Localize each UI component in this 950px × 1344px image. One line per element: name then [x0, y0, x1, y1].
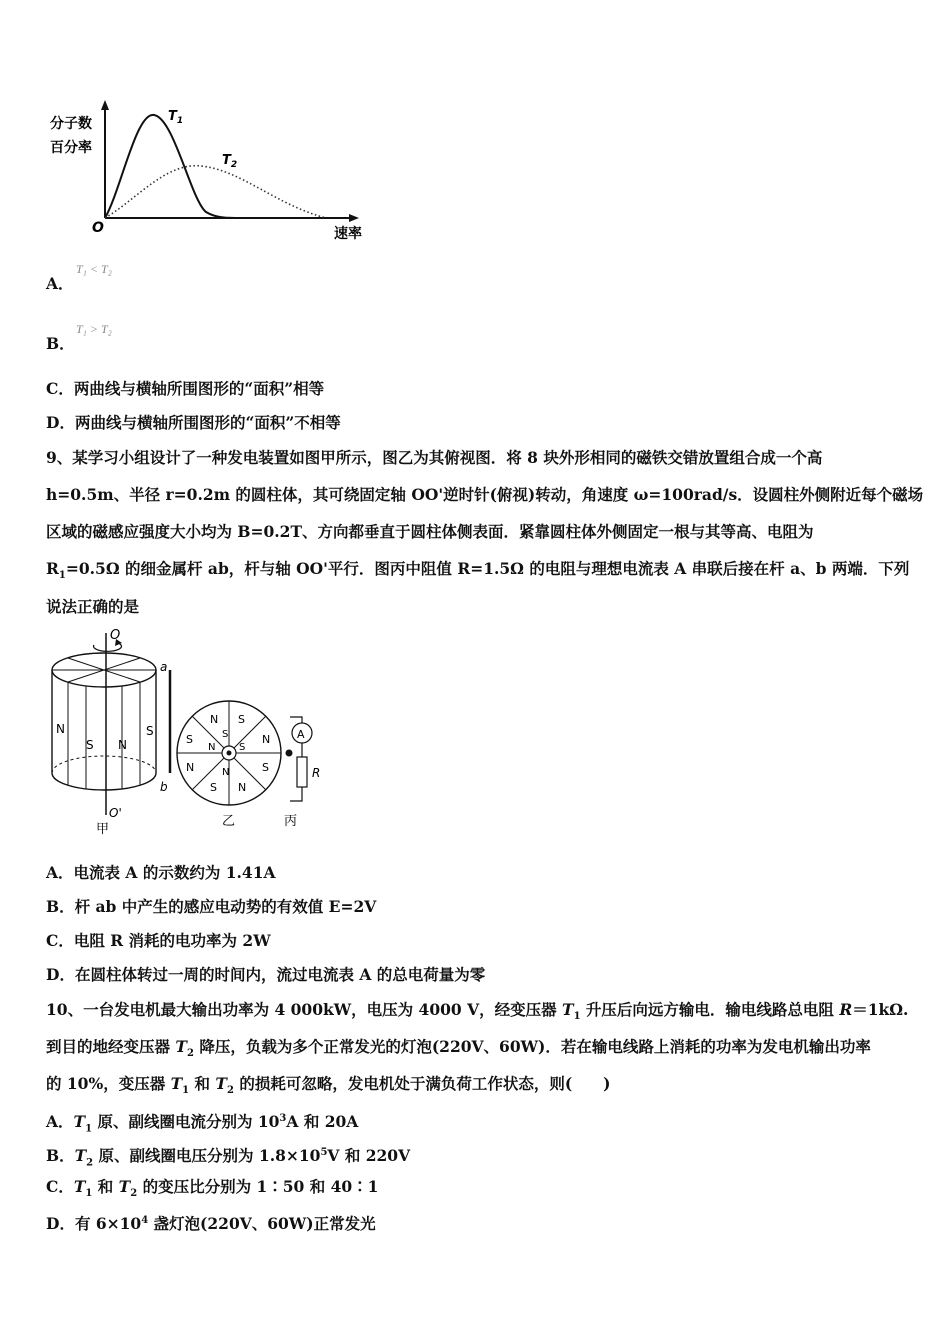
- x-axis-arrow: [349, 214, 359, 222]
- q10-option-a: A．$T_1$ 原、副线圈电流分别为 $10^3A$ 和 20A: [46, 1112, 359, 1135]
- top-view-center: [227, 751, 232, 756]
- xlabel: 速率: [334, 226, 362, 242]
- pole-n: N: [208, 742, 216, 753]
- t2-label: $T_2$: [222, 153, 238, 170]
- option-c: C．两曲线与横轴所围图形的“面积”相等: [46, 379, 325, 398]
- q10-option-c: C．$T_1$ 和 $T_2$ 的变压比分别为 1∶50 和 40∶1: [46, 1177, 379, 1200]
- q9-line5: 说法正确的是: [46, 597, 140, 616]
- speed-distribution-graph: [46, 100, 376, 245]
- origin-label: O: [92, 220, 104, 236]
- pole-n: N: [56, 722, 65, 736]
- label-o-top: O: [110, 628, 121, 643]
- q9-line1: 9、某学习小组设计了一种发电装置如图甲所示，图乙为其俯视图．将 8 块外形相同的磁铁交错放置组合成一个高: [46, 448, 823, 467]
- curve-t2: [105, 166, 326, 218]
- option-b-math: T₁ > T₂: [76, 322, 112, 336]
- circuit-wire: [290, 787, 302, 801]
- pole-n: N: [262, 733, 271, 746]
- pole-n: N: [238, 781, 247, 794]
- pole-s: S: [239, 742, 246, 753]
- q9-line2: h=0.5m、半径 r=0.2m 的圆柱体，其可绕固定轴 OO'逆时针(俯视)转动，角速度 ω=100rad/s．设圆柱外侧附近每个磁场: [46, 485, 924, 504]
- ylabel-line1: 分子数: [50, 116, 92, 132]
- q9-line3: 区域的磁感应强度大小均为 B=0.2T、方向都垂直于圆柱体侧表面．紧靠圆柱体外侧固定一根与其等高、电阻为: [46, 522, 814, 541]
- pole-n: N: [118, 738, 127, 752]
- pole-s: S: [86, 738, 94, 752]
- rod-dot: [286, 750, 293, 757]
- pole-s: S: [210, 781, 217, 794]
- q10-option-b: B．$T_2$ 原、副线圈电压分别为 $1.8\times 10^5V$ 和 220V: [46, 1146, 411, 1169]
- pole-s: S: [186, 733, 193, 746]
- pole-s: S: [222, 729, 229, 740]
- label-yi: 乙: [222, 814, 236, 829]
- curve-t1: [105, 115, 241, 218]
- pole-s: S: [238, 713, 245, 726]
- q10-line1: 10、一台发电机最大输出功率为 4 000kW，电压为 4000 V，经变压器 $T_1$ 升压后向远方输电．输电线路总电阻 R＝1kΩ.: [46, 1000, 909, 1023]
- resistor-icon: [297, 757, 307, 787]
- label-jia: 甲: [96, 822, 110, 837]
- q10-line2: 到目的地经变压器 $T_2$ 降压，负载为多个正常发光的灯泡(220V、60W)．若在输电线路上消耗的功率为发电机输出功率: [46, 1037, 871, 1060]
- pole-s: S: [146, 724, 154, 738]
- q9-line4: $R_1=0.5\Omega$ 的细金属杆 ab，杆与轴 OO'平行．图丙中阻值 R=1.5Ω 的电阻与理想电流表 A 串联后接在杆 a、b 两端．下列: [46, 559, 910, 582]
- pole-n: N: [186, 761, 195, 774]
- option-a-math: T₁ < T₂: [76, 262, 112, 276]
- q9-option-b: B．杆 ab 中产生的感应电动势的有效值 E=2V: [46, 897, 377, 916]
- option-a-label: A．: [46, 274, 74, 293]
- generator-figure: [46, 625, 346, 840]
- ylabel-line2: 百分率: [50, 140, 92, 156]
- ammeter-label: A: [297, 728, 305, 741]
- q9-option-d: D．在圆柱体转过一周的时间内，流过电流表 A 的总电荷量为零: [46, 965, 486, 984]
- option-d: D．两曲线与横轴所围图形的“面积”不相等: [46, 413, 341, 432]
- circuit-wire: [290, 717, 302, 723]
- q10-line3: 的 10%，变压器 $T_1$ 和 $T_2$ 的损耗可忽略，发电机处于满负荷工作状态，则( ): [46, 1074, 611, 1097]
- label-b: b: [160, 780, 168, 794]
- pole-n: N: [210, 713, 219, 726]
- q9-option-a: A．电流表 A 的示数约为 1.41A: [46, 863, 276, 882]
- q10-option-d: D．有 $6\times 10^4$ 盏灯泡(220V、60W)正常发光: [46, 1214, 376, 1234]
- pole-s: S: [262, 761, 269, 774]
- label-a: a: [160, 660, 168, 674]
- resistor-label: R: [312, 766, 321, 780]
- t1-label: $T_1$: [168, 109, 184, 126]
- label-bing: 丙: [284, 814, 298, 829]
- y-axis-arrow: [101, 100, 109, 110]
- label-o-bottom: O': [109, 806, 122, 820]
- pole-n: N: [222, 767, 230, 778]
- option-b-label: B．: [46, 334, 75, 353]
- q9-option-c: C．电阻 R 消耗的电功率为 2W: [46, 931, 271, 950]
